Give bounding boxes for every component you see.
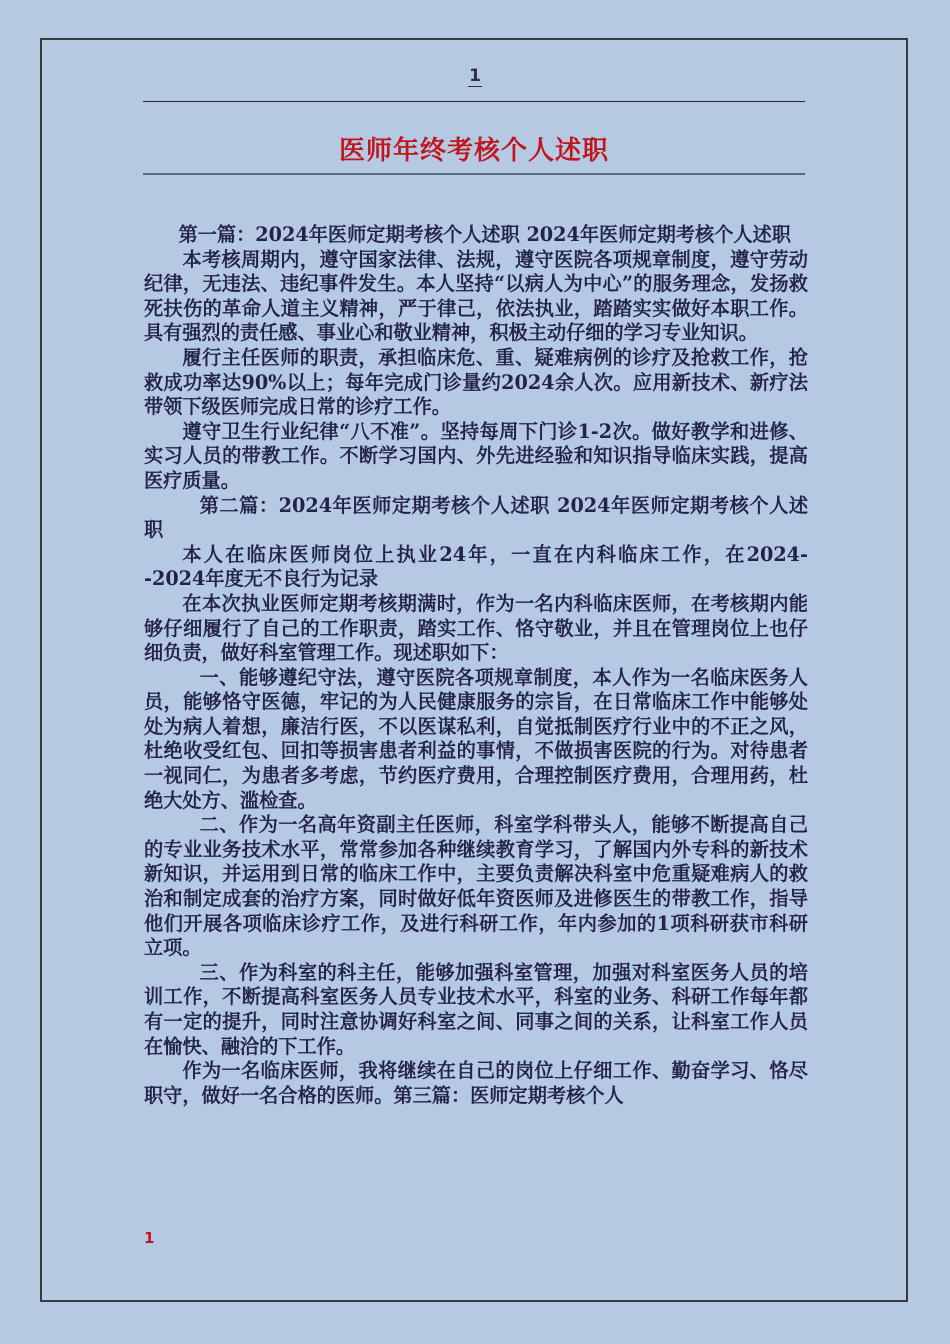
paragraph: 本人在临床医师岗位上执业24年，一直在内科临床工作，在2024--2024年度无不良行为记录 [144,542,808,591]
document-title: 医师年终考核个人述职 [338,136,609,166]
paragraph: 二、作为一名高年资副主任医师，科室学科带头人，能够不断提高自己的专业业务技术水平，常常参加各种继续教育学习，了解国内外专科的新技术新知识，并运用到日常的临床工作中，主要负责解决科室中危重疑难病人的救治和制定成套的治疗方案，同时做好低年资医师及进修医生的带教工作，指导他们开展各项临床诊疗工作，及进行科研工作，年内参加的1项科研获市科研立项。 [144,813,808,960]
header-page-number: 1 [469,66,481,86]
paragraph: 第一篇：2024年医师定期考核个人述职 2024年医师定期考核个人述职 [178,223,791,246]
paragraph: 第二篇：2024年医师定期考核个人述职 2024年医师定期考核个人述职 [144,493,808,542]
paragraph: 三、作为科室的科主任，能够加强科室管理，加强对科室医务人员的培训工作，不断提高科室医务人员专业技术水平，科室的业务、科研工作每年都有一定的提升，同时注意协调好科室之间、同事之间的关系，让科室工作人员在愉快、融洽的下工作。 [144,960,808,1058]
document-body [144,223,808,1108]
title-rule [143,173,805,175]
paragraph: 本考核周期内，遵守国家法律、法规，遵守医院各项规章制度，遵守劳动纪律，无违法、违纪事件发生。本人坚持“以病人为中心”的服务理念，发扬救死扶伤的革命人道主义精神，严于律己，依法执业，踏踏实实做好本职工作。具有强烈的责任感、事业心和敬业精神，积极主动仔细的学习专业知识。 [144,247,808,345]
paragraph: 遵守卫生行业纪律“八不准”。坚持每周下门诊1-2次。做好教学和进修、实习人员的带教工作。不断学习国内、外先进经验和知识指导临床实践，提高医疗质量。 [144,419,808,492]
paragraph: 在本次执业医师定期考核期满时，作为一名内科临床医师，在考核期内能够仔细履行了自己的工作职责，踏实工作、恪守敬业，并且在管理岗位上也仔细负责，做好科室管理工作。现述职如下： [144,591,808,665]
header-rule [143,101,805,102]
paragraph: 履行主任医师的职责，承担临床危、重、疑难病例的诊疗及抢救工作，抢救成功率达90%以上；每年完成门诊量约2024余人次。应用新技术、新疗法带领下级医师完成日常的诊疗工作。 [144,345,808,419]
paragraph: 作为一名临床医师，我将继续在自己的岗位上仔细工作、勤奋学习、恪尽职守，做好一名合格的医师。第三篇：医师定期考核个人 [144,1059,808,1107]
footer-page-number: 1 [144,1229,155,1247]
paragraph: 一、能够遵纪守法，遵守医院各项规章制度，本人作为一名临床医务人员，能够恪守医德，牢记的为人民健康服务的宗旨，在日常临床工作中能够处处为病人着想，廉洁行医，不以医谋私利，自觉抵制医疗行业中的不正之风，杜绝收受红包、回扣等损害患者利益的事情，不做损害医院的行为。对待患者一视同仁，为患者多考虑，节约医疗费用，合理控制医疗费用，合理用药，杜绝大处方、滥检查。 [144,665,808,812]
